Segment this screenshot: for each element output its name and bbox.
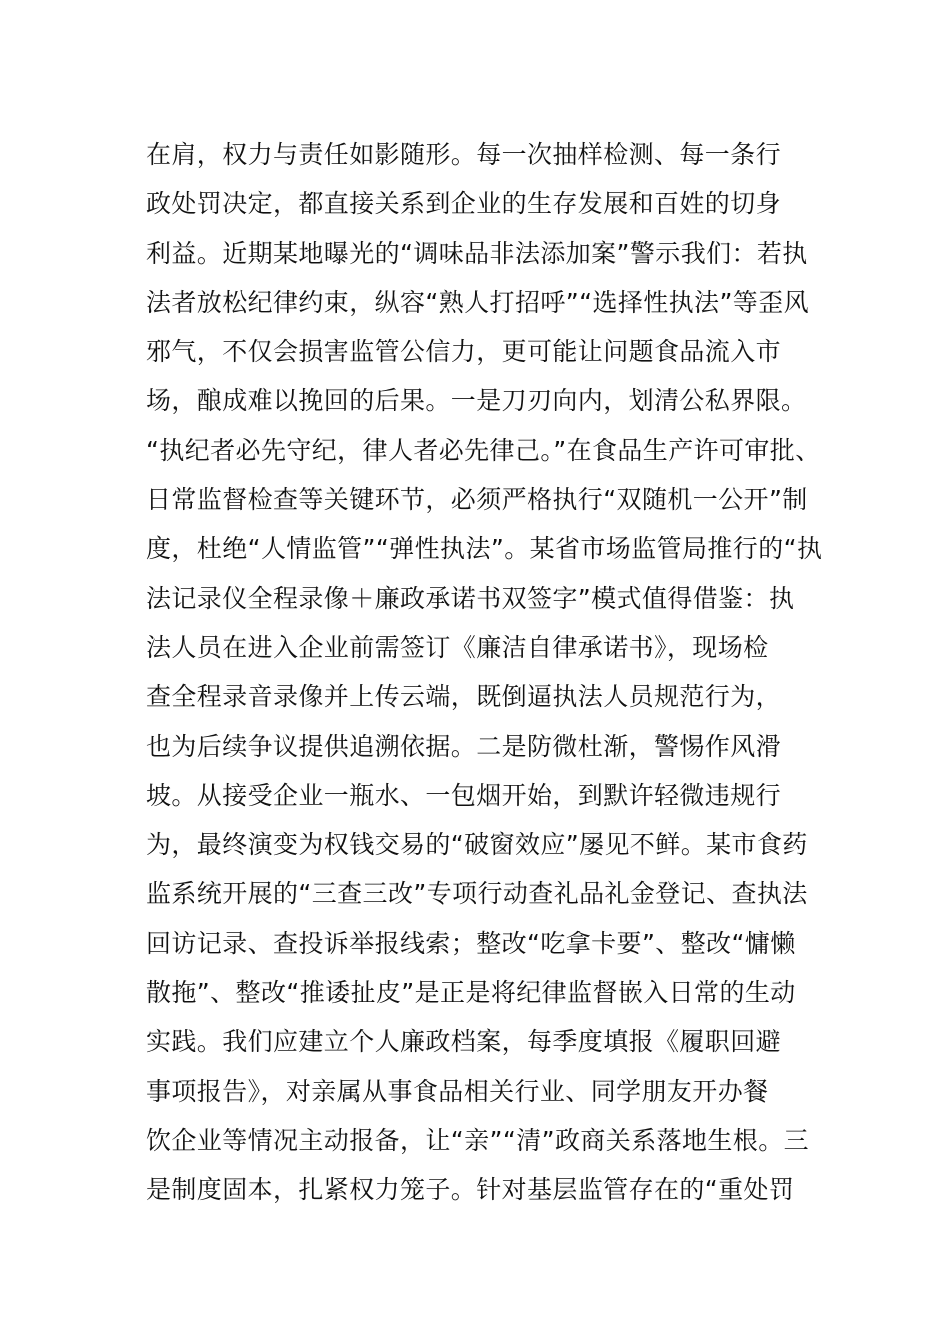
text-line: 监系统开展的“三查三改”专项行动查礼品礼金登记、查执法 xyxy=(146,879,808,909)
text-line: 事项报告》，对亲属从事食品相关行业、同学朋友开办餐 xyxy=(146,1076,769,1106)
text-line: 坡。从接受企业一瓶水、一包烟开始，到默许轻微违规行 xyxy=(146,780,782,810)
text-line: 场，酿成难以挽回的后果。一是刀刃向内，划清公私界限。 xyxy=(146,386,807,416)
text-line: 实践。我们应建立个人廉政档案，每季度填报《履职回避 xyxy=(146,1027,782,1057)
text-line: 法者放松纪律约束，纵容“熟人打招呼”“选择性执法”等歪风 xyxy=(146,287,810,317)
text-line: 在肩，权力与责任如影随形。每一次抽样检测、每一条行 xyxy=(146,140,782,169)
text-line: 邪气，不仅会损害监管公信力，更可能让问题食品流入市 xyxy=(146,337,782,367)
text-line: 度，杜绝“人情监管”“弹性执法”。某省市场监管局推行的“执 xyxy=(146,534,823,564)
text-line: 为，最终演变为权钱交易的“破窗效应”屡见不鲜。某市食药 xyxy=(146,830,808,860)
body-text xyxy=(146,130,906,1215)
text-line: 饮企业等情况主动报备，让“亲”“清”政商关系落地生根。三 xyxy=(146,1125,810,1155)
text-line: 利益。近期某地曝光的“调味品非法添加案”警示我们：若执 xyxy=(146,238,808,268)
text-line: 法记录仪全程录像＋廉政承诺书双签字”模式值得借鉴：执 xyxy=(146,583,795,613)
text-line: 查全程录音录像并上传云端，既倒逼执法人员规范行为， xyxy=(146,682,782,712)
text-line: 政处罚决定，都直接关系到企业的生存发展和百姓的切身 xyxy=(146,189,782,219)
text-line: 是制度固本，扎紧权力笼子。针对基层监管存在的“重处罚 xyxy=(146,1175,795,1205)
text-line: “执纪者必先守纪，律人者必先律己。”在食品生产许可审批、 xyxy=(146,435,821,465)
text-line: 日常监督检查等关键环节，必须严格执行“双随机一公开”制 xyxy=(146,485,808,515)
text-line: 也为后续争议提供追溯依据。二是防微杜渐，警惕作风滑 xyxy=(146,731,782,761)
text-line: 回访记录、查投诉举报线索；整改“吃拿卡要”、整改“慵懒 xyxy=(146,928,796,958)
text-line: 散拖”、整改“推诿扯皮”是正是将纪律监督嵌入日常的生动 xyxy=(146,978,796,1008)
text-line: 法人员在进入企业前需签订《廉洁自律承诺书》，现场检 xyxy=(146,632,769,662)
